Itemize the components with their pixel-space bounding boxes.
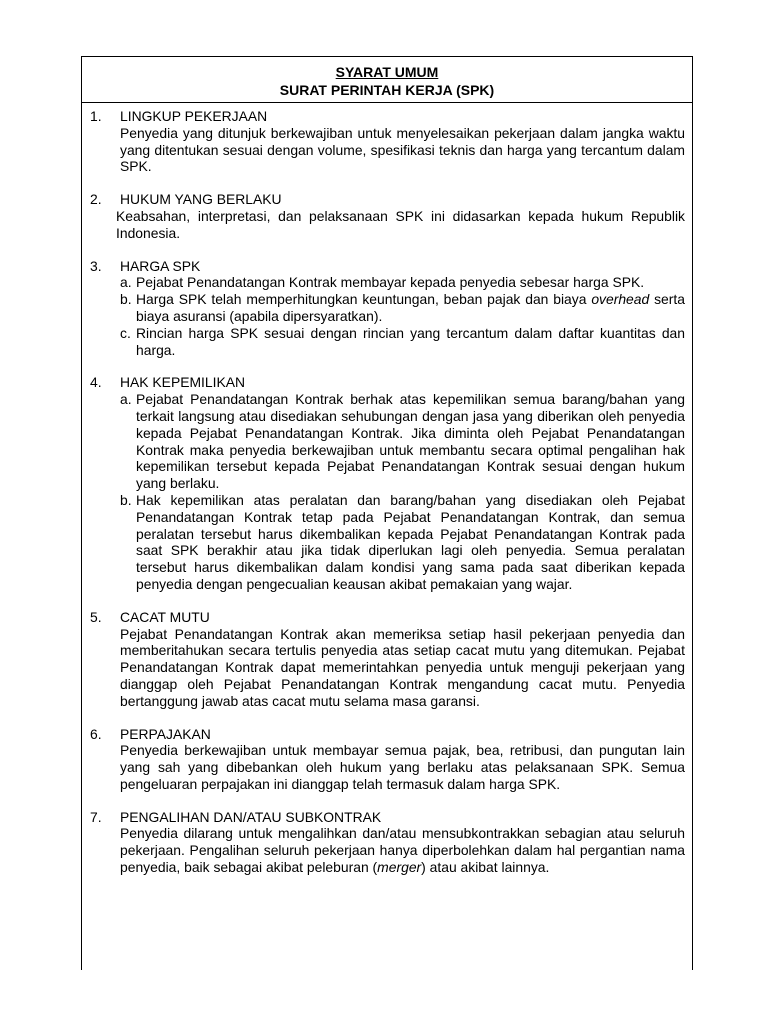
section-number: 2.	[90, 191, 102, 208]
section-hukum-yang-berlaku	[90, 191, 685, 241]
paragraph-text-end: ) atau akibat lainnya.	[421, 859, 550, 876]
section-paragraph: Penyedia yang ditunjuk berkewajiban untuk menyelesaikan pekerjaan dalam jangka waktu yang ditentukan sesuai dengan volume, spesifikasi teknis dan harga yang tercantum dalam SPK.	[120, 124, 685, 175]
list-item-letter: a.	[120, 391, 132, 408]
list-item-text-end: serta biaya asuransi (apabila dipersyaratkan).	[136, 291, 685, 324]
section-paragraph	[120, 825, 685, 875]
section-heading	[90, 726, 685, 743]
document-header	[82, 57, 692, 103]
section-title: HARGA SPK	[120, 257, 201, 274]
section-number: 5.	[90, 608, 102, 625]
list-item-text	[136, 291, 685, 325]
list-item-letter: b.	[120, 291, 132, 308]
section-heading	[90, 108, 685, 125]
list-item	[120, 274, 685, 291]
sub-item-list	[120, 391, 685, 593]
section-harga-spk	[90, 258, 685, 359]
section-heading	[90, 191, 685, 208]
list-item	[120, 291, 685, 325]
section-perpajakan	[90, 726, 685, 793]
section-hak-kepemilikan	[90, 374, 685, 592]
section-number: 1.	[90, 108, 102, 124]
section-heading	[90, 809, 685, 826]
section-title: LINGKUP PEKERJAAN	[120, 108, 268, 124]
sub-item-list	[120, 274, 685, 358]
section-title: PERPAJAKAN	[120, 725, 211, 742]
section-cacat-mutu	[90, 609, 685, 710]
section-heading	[90, 374, 685, 391]
list-item	[120, 325, 685, 359]
list-item-letter: b.	[120, 491, 132, 508]
list-item-text: Hak kepemilikan atas peralatan dan barang/bahan yang disediakan oleh Pejabat Penandatangan Kontrak tetap pada Pejabat Penandatangan Kontrak, dan semua peralatan tersebut harus dikembalikan kepada Pejabat Penandatangan Kontrak pada saat SPK berakhir atau jika tidak diperlukan lagi oleh penyedia. Semua peralatan tersebut harus dikembalikan dalam kondisi yang sama pada saat diberikan kepada penyedia dengan pengecualian keausan akibat pemakaian yang wajar.	[136, 491, 685, 592]
list-item-text: Rincian harga SPK sesuai dengan rincian yang tercantum dalam daftar kuantitas dan harga.	[136, 324, 685, 358]
section-title: HUKUM YANG BERLAKU	[120, 191, 282, 208]
section-pengalihan-subkontrak	[90, 809, 685, 876]
section-title: HAK KEPEMILIKAN	[120, 374, 246, 391]
section-title: CACAT MUTU	[120, 608, 210, 625]
document-frame	[81, 56, 693, 970]
section-title: PENGALIHAN DAN/ATAU SUBKONTRAK	[120, 808, 382, 825]
list-item-text: Pejabat Penandatangan Kontrak berhak atas kepemilikan semua barang/bahan yang terkait langsung atau disediakan sehubungan dengan jasa yang diberikan oleh penyedia kepada Pejabat Penandatangan Kontrak. Jika diminta oleh Pejabat Penandatangan Kontrak maka penyedia berkewajiban untuk membantu secara optimal pengalihan hak kepemilikan tersebut kepada Pejabat Penandatangan Kontrak sesuai dengan hukum yang berlaku.	[136, 391, 685, 492]
list-item-text-start: Harga SPK telah memperhitungkan keuntungan, beban pajak dan biaya	[136, 291, 592, 308]
italic-term: merger	[377, 859, 422, 876]
list-item-letter: c.	[120, 324, 131, 341]
section-heading	[90, 609, 685, 626]
section-paragraph: Penyedia berkewajiban untuk membayar semua pajak, bea, retribusi, dan pungutan lain yang sah yang dibebankan oleh hukum yang berlaku atas pelaksanaan SPK. Semua pengeluaran perpajakan ini dianggap telah termasuk dalam harga SPK.	[120, 742, 685, 792]
list-item-text: Pejabat Penandatangan Kontrak membayar kepada penyedia sebesar harga SPK.	[136, 274, 645, 291]
section-number: 3.	[90, 257, 102, 274]
document-body	[82, 103, 692, 876]
paragraph-text-start: Penyedia dilarang untuk mengalihkan dan/atau mensubkontrakkan sebagian atau seluruh pekerjaan. Pengalihan seluruh pekerjaan hanya diperbolehkan dalam hal pergantian nama penyedia, baik sebagai akibat peleburan (	[120, 825, 685, 876]
section-number: 6.	[90, 725, 102, 742]
list-item	[120, 391, 685, 492]
section-number: 4.	[90, 374, 102, 391]
section-paragraph: Pejabat Penandatangan Kontrak akan memeriksa setiap hasil pekerjaan penyedia dan memberitahukan secara tertulis penyedia atas setiap cacat mutu yang ditemukan. Pejabat Penandatangan Kontrak dapat memerintahkan penyedia untuk menguji pekerjaan yang dianggap oleh Pejabat Penandatangan Kontrak mengandung cacat mutu. Penyedia bertanggung jawab atas cacat mutu selama masa garansi.	[120, 625, 685, 709]
document-subtitle: SURAT PERINTAH KERJA (SPK)	[279, 81, 495, 98]
section-paragraph: Keabsahan, interpretasi, dan pelaksanaan SPK ini didasarkan kepada hukum Republik Indonesia.	[116, 207, 685, 241]
italic-term: overhead	[591, 291, 650, 308]
list-item	[120, 492, 685, 593]
list-item-letter: a.	[120, 274, 132, 291]
section-heading	[90, 258, 685, 275]
section-lingkup-pekerjaan	[90, 108, 685, 175]
section-number: 7.	[90, 808, 102, 825]
document-title: SYARAT UMUM	[335, 63, 439, 80]
